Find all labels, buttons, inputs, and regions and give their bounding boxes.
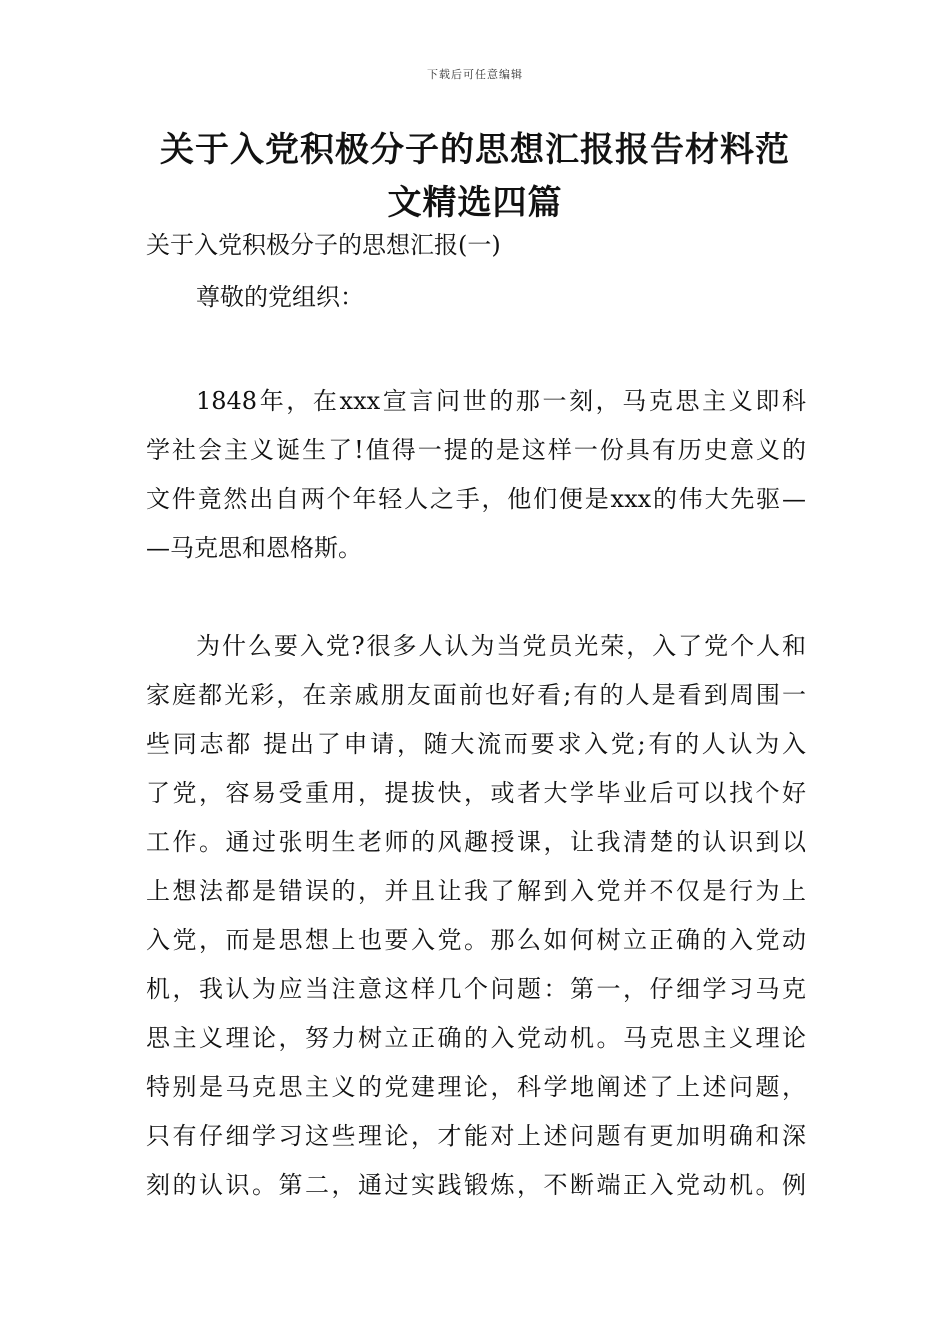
paragraph-line: 工作。通过张明生老师的风趣授课，让我清楚的认识到以 <box>146 828 806 856</box>
paragraph-line: 特别是马克思主义的党建理论，科学地阐述了上述问题， <box>146 1073 806 1101</box>
title-line-2: 文精选四篇 <box>387 183 563 223</box>
section-subtitle: 关于入党积极分子的思想汇报(一) <box>146 231 501 259</box>
paragraph-line: —马克思和恩格斯。 <box>146 534 362 562</box>
title-line-1: 关于入党积极分子的思想汇报报告材料范 <box>160 130 790 170</box>
document-title <box>140 124 810 230</box>
paragraph-line: 机，我认为应当注意这样几个问题：第一，仔细学习马克 <box>146 975 806 1003</box>
header-note: 下载后可任意编辑 <box>427 68 523 81</box>
paragraph-line: 入党，而是思想上也要入党。那么如何树立正确的入党动 <box>146 926 806 954</box>
paragraph-line: 1848年，在xxx宣言问世的那一刻，马克思主义即科 <box>196 387 806 415</box>
paragraph-line: 上想法都是错误的，并且让我了解到入党并不仅是行为上 <box>146 877 806 905</box>
paragraph-line: 刻的认识。第二，通过实践锻炼，不断端正入党动机。例 <box>146 1171 806 1199</box>
paragraph-line: 只有仔细学习这些理论，才能对上述问题有更加明确和深 <box>146 1122 806 1150</box>
paragraph-line: 些同志都 提出了申请，随大流而要求入党;有的人认为入 <box>146 730 806 758</box>
paragraph-line: 了党，容易受重用，提拔快，或者大学毕业后可以找个好 <box>146 779 806 807</box>
salutation: 尊敬的党组织： <box>196 283 364 311</box>
paragraph-line: 家庭都光彩，在亲戚朋友面前也好看;有的人是看到周围一 <box>146 681 806 709</box>
paragraph-line: 思主义理论，努力树立正确的入党动机。马克思主义理论 <box>146 1024 806 1052</box>
paragraph-line: 文件竟然出自两个年轻人之手，他们便是xxx的伟大先驱— <box>146 485 806 513</box>
paragraph-line: 为什么要入党?很多人认为当党员光荣，入了党个人和 <box>196 632 806 660</box>
paragraph-line: 学社会主义诞生了!值得一提的是这样一份具有历史意义的 <box>146 436 806 464</box>
paragraph-2 <box>146 622 806 1210</box>
paragraph-1 <box>146 377 806 573</box>
